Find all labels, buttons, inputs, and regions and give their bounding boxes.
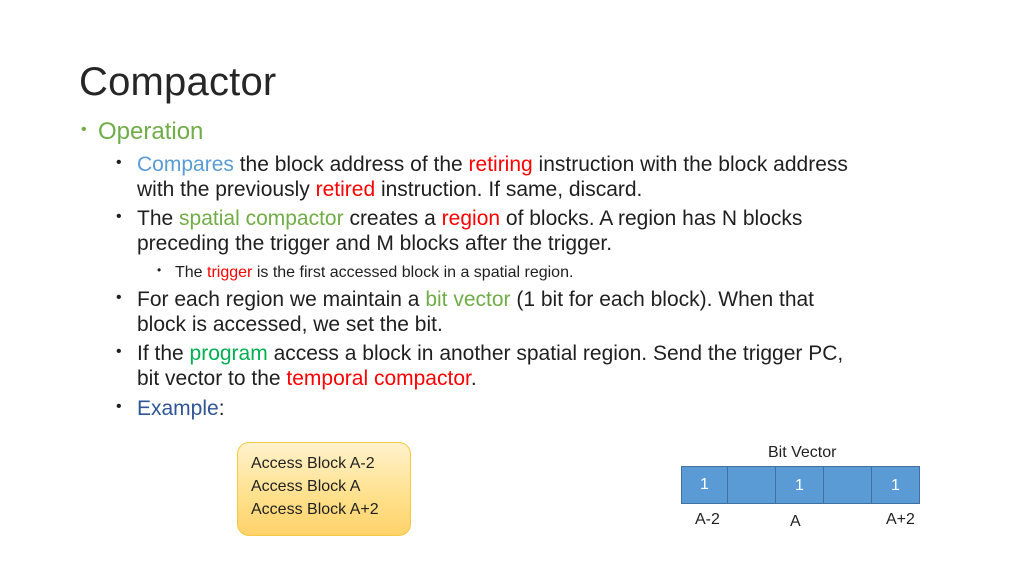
bit-cell [728,466,776,504]
bullet-dot: • [116,208,122,225]
operation-heading: Operation [98,118,204,145]
bullet-program: If the program access a block in another spatial region. Send the trigger PC, bit vector to the temporal compactor. [137,342,844,390]
access-sequence-box [237,442,411,536]
bit-cell: 1 [872,466,920,504]
bullet-dot: • [116,343,122,360]
bullet-example: Example: [137,397,225,420]
bullet-compares: Compares the block address of the retiring instruction with the block address with the previously retired instruction. If same, discard. [137,153,848,201]
bullet-bit-vector: For each region we maintain a bit vector (1 bit for each block). When that block is accessed, we set the bit. [137,288,815,336]
bit-vector [681,466,920,504]
page-title: Compactor [79,60,277,104]
bit-tick-label: A [790,513,801,530]
sub-bullet-trigger: The trigger is the first accessed block in a spatial region. [175,264,574,281]
access-line: Access Block A [251,478,361,495]
bit-vector-label: Bit Vector [768,444,837,461]
bullet-spatial-compactor: The spatial compactor creates a region of blocks. A region has N blocks preceding the trigger and M blocks after the trigger. [137,207,803,255]
access-line: Access Block A-2 [251,455,375,472]
bit-tick-label: A-2 [695,511,720,528]
bit-tick-label: A+2 [886,511,915,528]
bullet-dot: • [81,121,87,138]
bullet-dot: • [116,154,122,171]
bit-cell: 1 [776,466,824,504]
bullet-dot: • [116,398,122,415]
access-line: Access Block A+2 [251,501,379,518]
bit-cell [824,466,872,504]
bullet-dot: • [116,289,122,306]
bit-cell: 1 [681,466,728,504]
sub-bullet-dot: • [157,263,162,277]
